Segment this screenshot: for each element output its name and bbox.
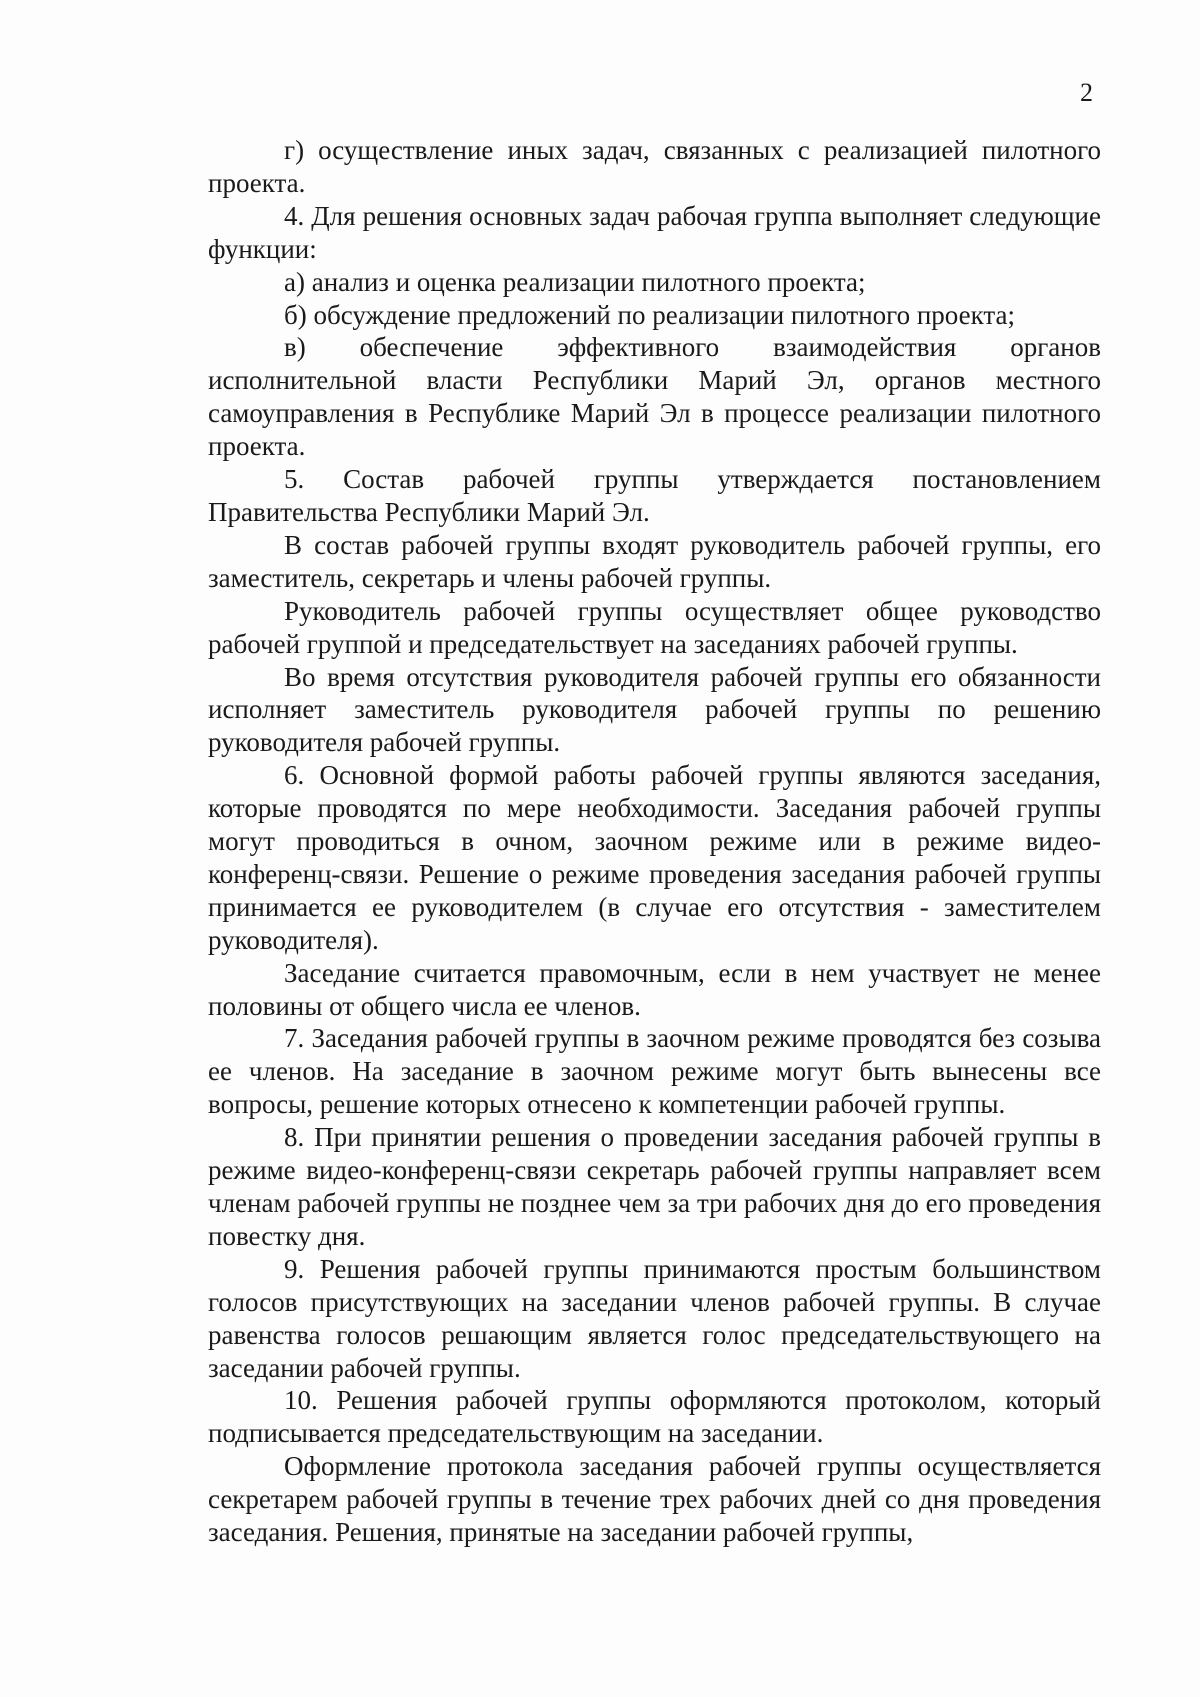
paragraph-function-a: а) анализ и оценка реализации пилотного проекта;	[284, 266, 866, 297]
paragraph-9: 9. Решения рабочей группы принимаются простым большинством голосов присутствующих на заседании членов рабочей группы. В случае равенства голосов решающим является голос председательствующего на заседании рабочей группы.	[208, 1253, 1101, 1383]
paragraph-6-quorum: Заседание считается правомочным, если в нем участвует не менее половины от общего числа ее членов.	[208, 957, 1101, 1021]
paragraph-10-protocol: Оформление протокола заседания рабочей группы осуществляется секретарем рабочей группы в течение трех рабочих дней со дня проведения заседания. Решения, принятые на заседании рабочей группы,	[208, 1451, 1101, 1548]
paragraph-function-b: б) обсуждение предложений по реализации пилотного проекта;	[284, 299, 1015, 330]
paragraph-4: 4. Для решения основных задач рабочая группа выполняет следующие функции:	[208, 200, 1101, 264]
document-body	[208, 134, 1101, 1549]
paragraph-6: 6. Основной формой работы рабочей группы являются заседания, которые проводятся по мере необходимости. Заседания рабочей группы могут проводиться в очном, заочном режиме или в режиме видео-конференц-связи. Решение о режиме проведения заседания рабочей группы принимается ее руководителем (в случае его отсутствия - заместителем руководителя).	[208, 760, 1101, 955]
paragraph-7: 7. Заседания рабочей группы в заочном режиме проводятся без созыва ее членов. На заседание в заочном режиме могут быть вынесены все вопросы, решение которых отнесено к компетенции рабочей группы.	[208, 1023, 1101, 1120]
paragraph-5: 5. Состав рабочей группы утверждается постановлением Правительства Республики Марий Эл.	[208, 464, 1101, 527]
paragraph-subitem-g: г) осуществление иных задач, связанных с реализацией пилотного проекта.	[208, 135, 1101, 198]
paragraph-5-composition: В состав рабочей группы входят руководитель рабочей группы, его заместитель, секретарь и члены рабочей группы.	[208, 529, 1101, 593]
paragraph-8: 8. При принятии решения о проведении заседания рабочей группы в режиме видео-конференц-связи секретарь рабочей группы направляет всем членам рабочей группы не позднее чем за три рабочих дня до его проведения повестку дня.	[208, 1122, 1101, 1251]
paragraph-5-deputy: Во время отсутствия руководителя рабочей группы его обязанности исполняет заместитель руководителя рабочей группы по решению руководителя рабочей группы.	[208, 661, 1101, 758]
paragraph-function-v: в) обеспечение эффективного взаимодействия органов исполнительной власти Республики Марий Эл, органов местного самоуправления в Республике Марий Эл в процессе реализации пилотного проекта.	[208, 332, 1101, 462]
paragraph-5-leader: Руководитель рабочей группы осуществляет общее руководство рабочей группой и председательствует на заседаниях рабочей группы.	[208, 595, 1101, 659]
paragraph-10: 10. Решения рабочей группы оформляются протоколом, который подписывается председательствующим на заседании.	[208, 1385, 1101, 1449]
page-number: 2	[1080, 78, 1093, 107]
